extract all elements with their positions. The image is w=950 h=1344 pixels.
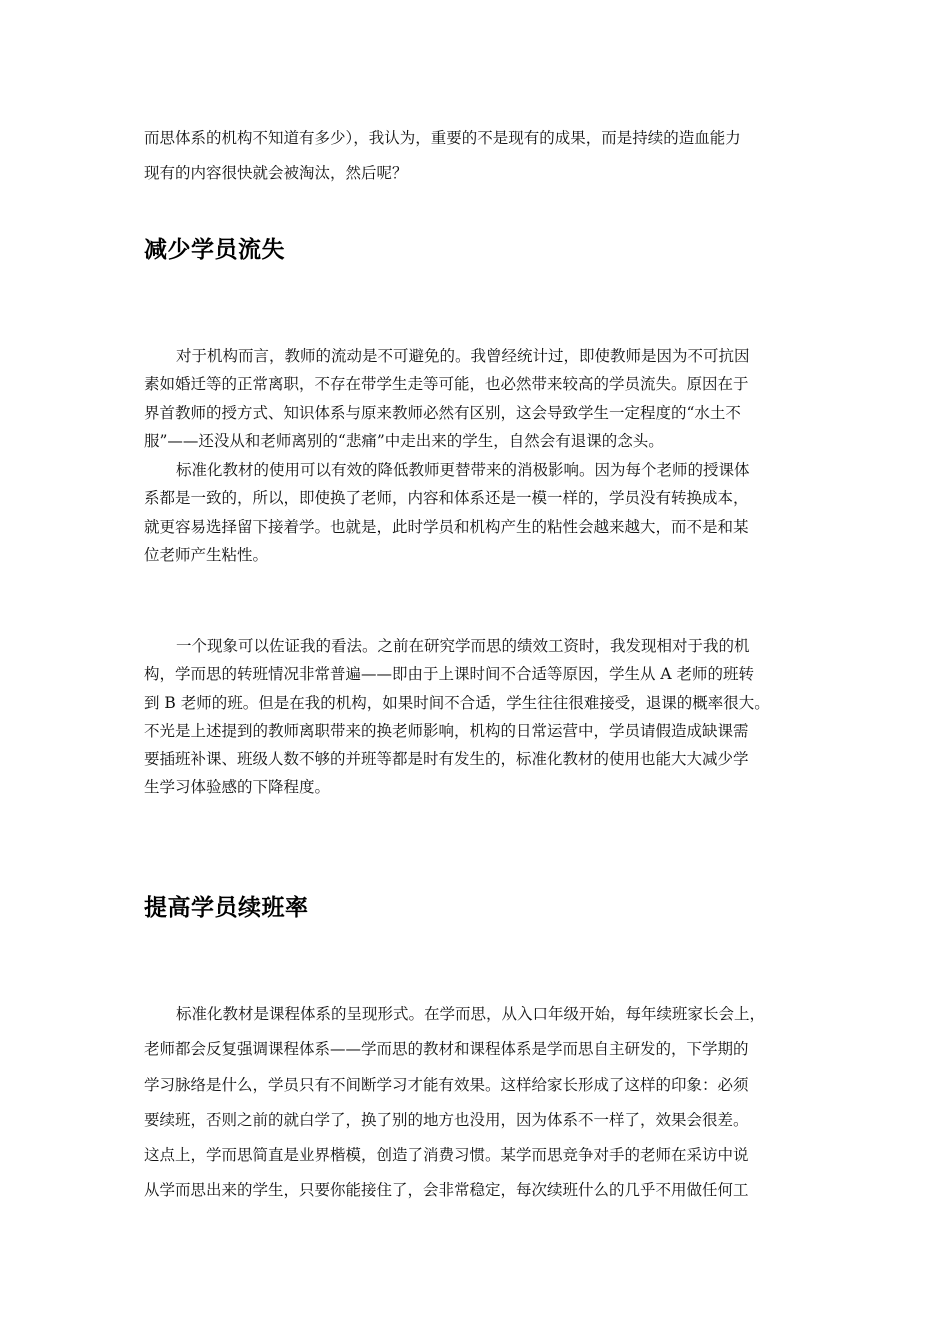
text-line: 系都是一致的，所以，即使换了老师，内容和体系还是一模一样的，学员没有转换成本， bbox=[144, 489, 749, 508]
intro-paragraph bbox=[144, 124, 814, 188]
section1-paragraph-2 bbox=[144, 456, 814, 569]
text-line: 要续班，否则之前的就白学了，换了别的地方也没用，因为体系不一样了，效果会很差。 bbox=[144, 1110, 749, 1129]
text-line: 而思体系的机构不知道有多少），我认为，重要的不是现有的成果，而是持续的造血能力 bbox=[144, 129, 741, 147]
section-heading-reduce-attrition: 减少学员流失 bbox=[144, 237, 285, 263]
text-line: 素如婚迁等的正常离职，不存在带学生走等可能，也必然带来较高的学员流失。原因在于 bbox=[144, 375, 749, 394]
text-line: 学习脉络是什么，学员只有不间断学习才能有效果。这样给家长形成了这样的印象：必须 bbox=[144, 1075, 749, 1094]
text-line: 服”——还没从和老师离别的“悲痛”中走出来的学生，自然会有退课的念头。 bbox=[144, 431, 664, 450]
text-line: 标准化教材是课程体系的呈现形式。在学而思，从入口年级开始，每年续班家长会上， bbox=[176, 1005, 766, 1023]
text-line: 就更容易选择留下接着学。也就是，此时学员和机构产生的粘性会越来越大，而不是和某 bbox=[144, 517, 749, 536]
text-line: 老师都会反复强调课程体系——学而思的教材和课程体系是学而思自主研发的，下学期的 bbox=[144, 1040, 749, 1059]
text-line: 一个现象可以佐证我的看法。之前在研究学而思的绩效工资时，我发现相对于我的机 bbox=[176, 637, 750, 655]
text-line: 标准化教材的使用可以有效的降低教师更替带来的消极影响。因为每个老师的授课体 bbox=[176, 461, 750, 479]
section2-paragraph-1 bbox=[144, 1000, 814, 1205]
text-line: 不光是上述提到的教师离职带来的换老师影响，机构的日常运营中，学员请假造成缺课需 bbox=[144, 721, 749, 740]
section1-paragraph-1 bbox=[144, 342, 814, 455]
text-line: 现有的内容很快就会被淘汰，然后呢？ bbox=[144, 164, 408, 183]
text-line: 从学而思出来的学生，只要你能接住了，会非常稳定，每次续班什么的几乎不用做任何工 bbox=[144, 1181, 749, 1200]
section1-paragraph-3 bbox=[144, 632, 814, 802]
text-line: 生学习体验感的下降程度。 bbox=[144, 778, 331, 797]
text-line: 到 B 老师的班。但是在我的机构，如果时间不合适，学生往往很难接受，退课的概率很大。 bbox=[144, 693, 770, 712]
text-line: 对于机构而言，教师的流动是不可避免的。我曾经统计过，即使教师是因为不可抗因 bbox=[176, 347, 750, 365]
text-line: 界首教师的授方式、知识体系与原来教师必然有区别，这会导致学生一定程度的“水土不 bbox=[144, 403, 741, 422]
section-heading-improve-renewal: 提高学员续班率 bbox=[144, 895, 309, 921]
text-line: 这点上，学而思简直是业界楷模，创造了消费习惯。某学而思竞争对手的老师在采访中说 bbox=[144, 1146, 749, 1165]
text-line: 要插班补课、班级人数不够的并班等都是时有发生的，标准化教材的使用也能大大减少学 bbox=[144, 750, 749, 769]
text-line: 位老师产生粘性。 bbox=[144, 545, 269, 564]
text-line: 构，学而思的转班情况非常普遍——即由于上课时间不合适等原因，学生从 A 老师的班转 bbox=[144, 665, 755, 684]
